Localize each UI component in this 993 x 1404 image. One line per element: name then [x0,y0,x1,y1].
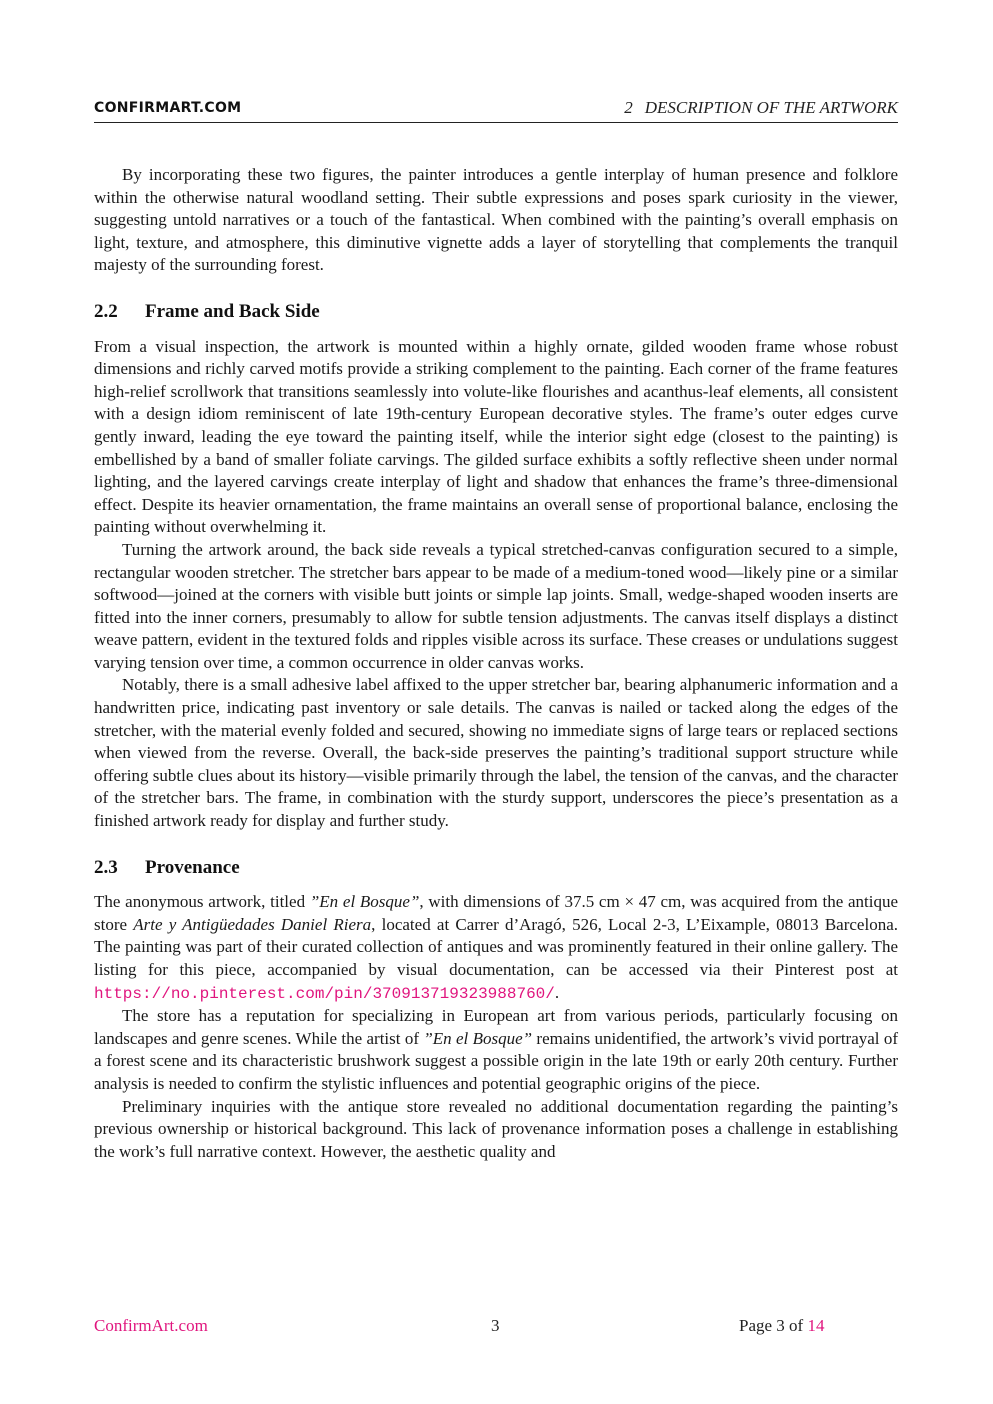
running-head [624,98,898,118]
text-run: remains unidentified, the artwork’s vivid portrayal of a forest scene and its characteristic brushwork suggest a possible origin in the late 19th or early 20th century. Further analysis is needed to confirm the stylistic influences and potential geographic origins of the piece. [94,1028,899,1093]
running-head-title: DESCRIPTION OF THE ARTWORK [644,98,898,117]
section-title: Provenance [145,856,240,878]
section-number: 2.3 [94,856,118,878]
text-run: , with dimensions of 37.5 cm × 47 cm, was acquired from the antique store [94,892,899,934]
page-header [94,98,898,123]
text-run: The store has a reputation for specializing in European art from various periods, particularly focusing on landscapes and genre scenes. While the artist of [94,1006,898,1048]
intro-paragraph: By incorporating these two figures, the painter introduces a gentle interplay of human presence and folklore within the otherwise natural woodland setting. Their subtle expressions and poses spark curiosity in the viewer, suggesting untold narratives or a touch of the fantastical. When combined with the painting’s overall emphasis on light, texture, and atmosphere, this diminutive vignette adds a layer of storytelling that complements the tranquil majesty of the surrounding forest. [94,165,898,275]
provenance-paragraph-3: Preliminary inquiries with the antique store revealed no additional documentation regarding the painting’s previous ownership or historical background. This lack of provenance information poses a challenge in establishing the work’s full narrative context. However, the aesthetic quality and [94,1096,898,1161]
page-body [94,164,898,1163]
section-heading-provenance [94,857,898,880]
footer-site-link[interactable]: ConfirmArt.com [94,1316,208,1335]
artwork-title: ”En el Bosque” [423,1028,533,1048]
confirmart-logo: CONFIRMART.COM [94,100,242,116]
section-heading-frame [94,301,898,324]
section-title: Frame and Back Side [145,300,320,322]
page-count-prefix: Page 3 of [739,1316,808,1335]
total-pages-link[interactable]: 14 [807,1316,825,1335]
text-run: , located at Carrer d’Aragó, 526, Local 2-3, L’Eixample, 08013 Barcelona. The painting was part of their curated collection of antiques and was prominently featured in their online gallery. The listing for this piece, accompanied by visual documentation, can be accessed via their Pinterest post at [94,914,898,979]
text-run: . [554,982,560,1002]
footer-page-number: 3 [491,1316,500,1335]
store-name: Arte y Antigüedades Daniel Riera [133,914,372,934]
frame-paragraph-1: From a visual inspection, the artwork is mounted within a highly ornate, gilded wooden frame whose robust dimensions and richly carved motifs provide a striking complement to the painting. Each corner of the frame features high-relief scrollwork that transitions seamlessly into volute-like flourishes and acanthus-leaf elements, all consistent with a design idiom reminiscent of late 19th-century European decorative styles. The frame’s outer edges curve gently inward, leading the eye toward the painting itself, while the interior sight edge (closest to the painting) is embellished by a band of smaller foliate carvings. The gilded surface exhibits a softly reflective sheen under normal lighting, and the layered carvings create interplay of light and shadow that enhances the frame’s three-dimensional effect. Despite its heavier ornamentation, the frame maintains an overall sense of proportional balance, enclosing the painting without overwhelming it. [94,336,898,537]
footer-page-count [739,1316,824,1336]
text-run: The anonymous artwork, titled [94,892,310,912]
running-head-number: 2 [624,98,633,117]
pinterest-link[interactable]: https://no.pinterest.com/pin/370913719323988760/ [94,984,555,1003]
frame-paragraph-2: Turning the artwork around, the back side reveals a typical stretched-canvas configuration secured to a simple, rectangular wooden stretcher. The stretcher bars appear to be made of a medium-toned wood—likely pine or a similar softwood—joined at the corners with visible butt joints or simple lap joints. Small, wedge-shaped wooden inserts are fitted into the inner corners, presumably to allow for subtle tension adjustments. The canvas itself displays a distinct weave pattern, evident in the textured folds and ripples visible across its surface. These creases or undulations suggest varying tension over time, a common occurrence in older canvas works. [94,539,898,672]
artwork-title: ”En el Bosque” [309,892,420,912]
section-number: 2.2 [94,300,118,322]
page-footer [94,1316,898,1340]
provenance-paragraph-2 [94,1005,898,1095]
provenance-paragraph-1 [94,891,898,1005]
frame-paragraph-3: Notably, there is a small adhesive label affixed to the upper stretcher bar, bearing alphanumeric information and a handwritten price, indicating past inventory or sale details. The canvas is nailed or tacked along the edges of the stretcher, with the material evenly folded and secured, showing no immediate signs of large tears or replaced sections when viewed from the reverse. Overall, the back-side preserves the painting’s traditional support structure while offering subtle clues about its history—visible primarily through the label, the tension of the canvas, and the character of the stretcher bars. The frame, in combination with the sturdy support, underscores the piece’s presentation as a finished artwork ready for display and further study. [94,675,898,831]
